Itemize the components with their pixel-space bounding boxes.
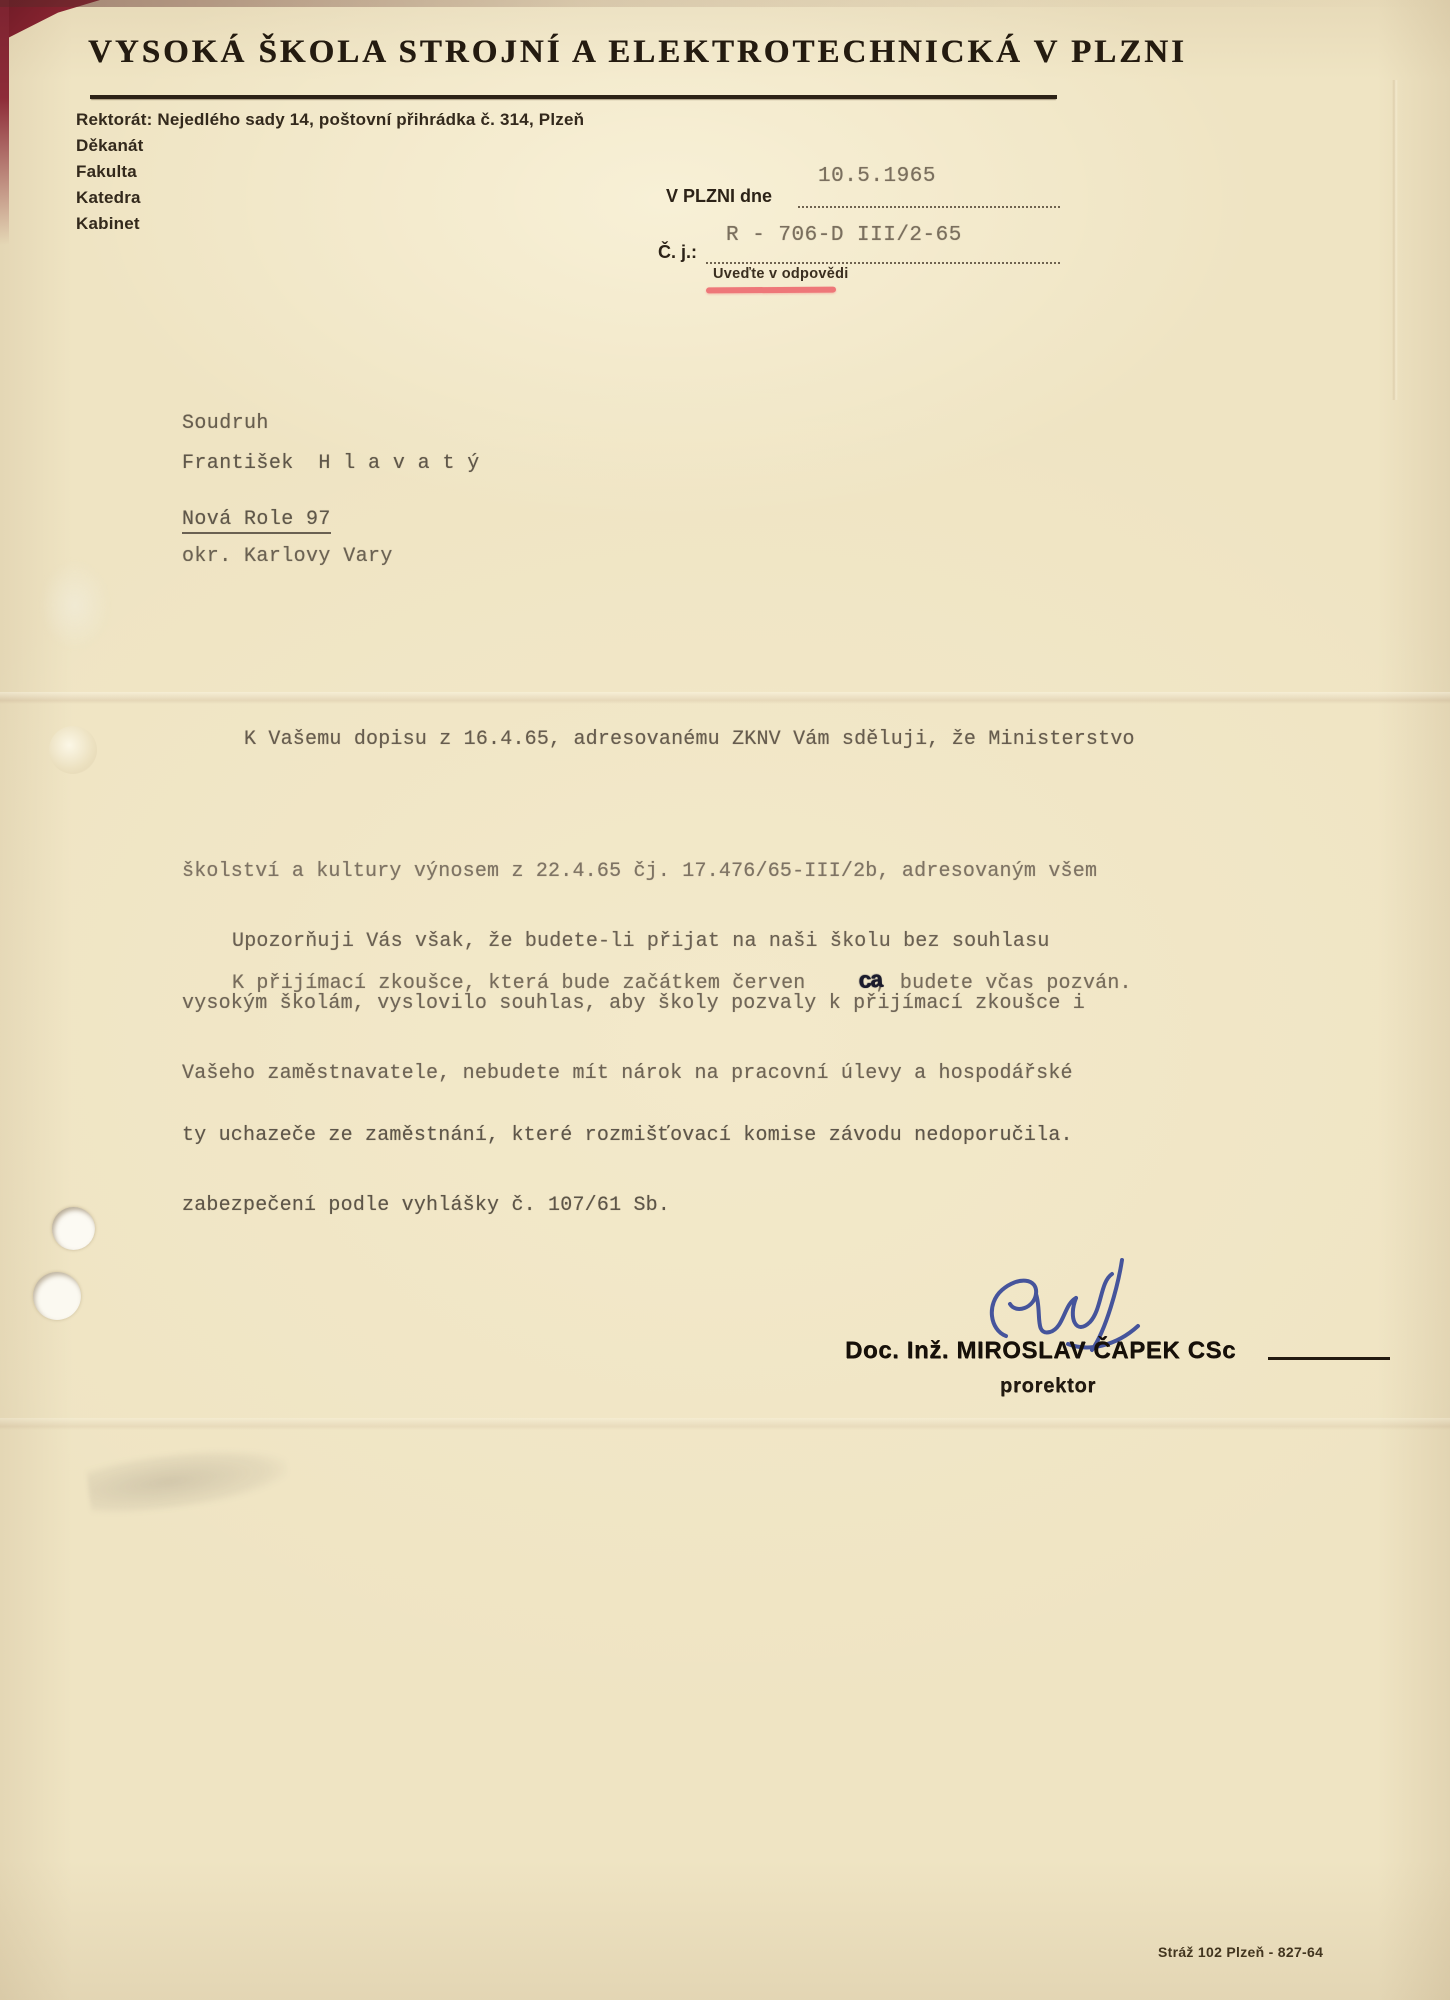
office-line-dekanat: Děkanát [76,136,144,155]
recipient-salutation: Soudruh [182,412,269,435]
recipient-district: okr. Karlovy Vary [182,545,393,568]
body-line: K Vašemu dopisu z 16.4.65, adresovanému ZKNV Vám sděluji, že Ministerstvo [244,728,1135,751]
place-date-label: V PLZNI dne [666,186,773,206]
body-line: Vašeho zaměstnavatele, nebudete mít nárok na pracovní úlevy a hospodářské [182,1062,1073,1085]
print-code: Stráž 102 Plzeň - 827-64 [1158,1944,1324,1960]
body-line-part: , budete včas pozván. [875,972,1132,995]
recipient-street: Nová Role 97 [182,508,331,534]
paper-crease [1392,80,1398,400]
red-pencil-underline [706,287,836,294]
signature-rule [1268,1357,1390,1360]
office-line-kabinet: Kabinet [76,214,140,233]
body-line: zabezpečení podle vyhlášky č. 107/61 Sb. [182,1194,671,1217]
body-line: vysokým školám, vyslovilo souhlas, aby školy pozvaly k přijímací zkoušce i [182,992,1085,1015]
recipient-name: František H l a v a t ý [182,452,480,475]
letterhead-office-list [76,107,584,237]
ref-dotted-line [706,261,1060,264]
letterhead-rule [90,95,1057,99]
body-line: Upozorňuji Vás však, že budete-li přijat na naši školu bez souhlasu [232,930,1050,953]
letterhead-title: VYSOKÁ ŠKOLA STROJNÍ A ELEKTROTECHNICKÁ V PLZNI [88,34,1187,70]
body-paragraph-2 [182,832,1098,1316]
body-line: ty uchazeče ze zaměstnání, které rozmišťovací komise závodu nedoporučila. [182,1124,1073,1147]
body-line: školství a kultury výnosem z 22.4.65 čj. 17.476/65-III/2b, adresovaným všem [182,860,1098,883]
scan-top-edge-shadow [0,0,1450,7]
pencil-smudge [85,1440,290,1519]
handwritten-ink-correction: ca [857,968,882,996]
office-line-rektorat: Rektorát: Nejedlého sady 14, poštovní přihrádka č. 314, Plzeň [76,110,585,129]
date-dotted-line [798,205,1060,208]
paper-fold-line [0,1418,1450,1430]
typed-ref-value: R - 706-D III/2-65 [726,224,962,247]
ref-note-label: Uveďte v odpovědi [713,266,849,282]
body-line-part: K přijímací zkoušce, která bude začátkem červen [232,972,806,995]
signer-title: prorektor [1000,1375,1097,1397]
punch-hole [33,1272,81,1320]
office-line-katedra: Katedra [76,188,141,207]
scan-left-edge-artifact [0,0,9,245]
punch-hole-faint [49,726,97,774]
typed-date-value: 10.5.1965 [818,165,936,188]
ref-number-label: Č. j.: [658,242,697,262]
paper-light-spot [40,560,110,650]
office-line-fakulta: Fakulta [76,162,137,181]
body-paragraph-3 [182,962,1132,1006]
signer-name-stamp: Doc. Inž. MIROSLAV ČAPEK CSc [845,1337,1237,1364]
punch-hole [52,1207,95,1250]
